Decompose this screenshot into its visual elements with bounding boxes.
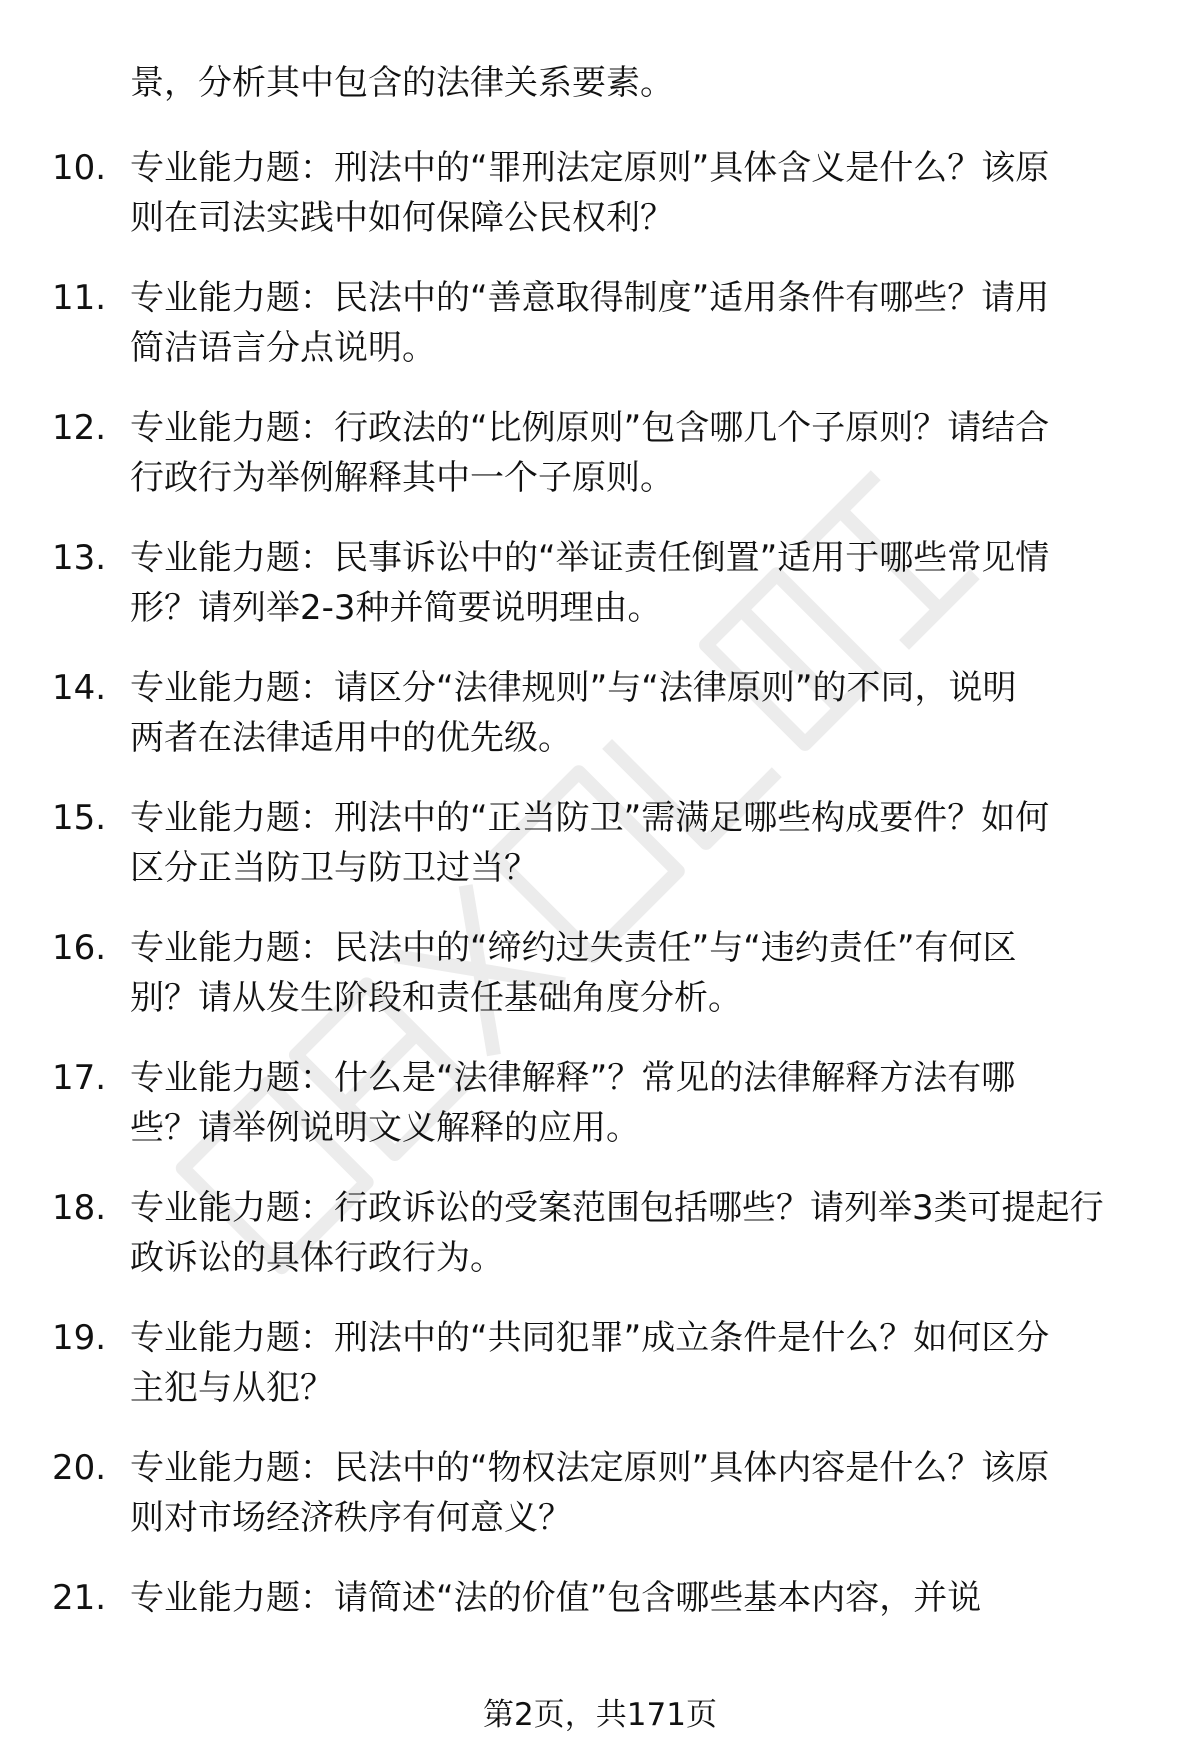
question-text: 专业能力题：请简述“法的价值”包含哪些基本内容，并说 — [130, 1578, 982, 1618]
question-text: 专业能力题：请区分“法律规则”与“法律原则”的不同，说明 两者在法律适用中的优先级。 — [130, 668, 1017, 758]
list-item — [0, 663, 1200, 793]
question-list — [0, 143, 1200, 1703]
list-item — [0, 1443, 1200, 1573]
question-number: 15. — [52, 798, 107, 838]
question-text: 专业能力题：民法中的“善意取得制度”适用条件有哪些？请用 简洁语言分点说明。 — [130, 278, 1050, 368]
list-item — [0, 1053, 1200, 1183]
question-number: 12. — [52, 408, 107, 448]
question-number: 11. — [52, 278, 107, 318]
question-text: 专业能力题：刑法中的“正当防卫”需满足哪些构成要件？如何 区分正当防卫与防卫过当？ — [130, 798, 1050, 888]
list-item — [0, 1183, 1200, 1313]
list-item — [0, 1573, 1200, 1703]
list-item — [0, 533, 1200, 663]
question-text: 专业能力题：民事诉讼中的“举证责任倒置”适用于哪些常见情 形？请列举2-3种并简要说明理由。 — [130, 538, 1050, 628]
question-text: 专业能力题：行政法的“比例原则”包含哪几个子原则？请结合 行政行为举例解释其中一个子原则。 — [130, 408, 1050, 498]
list-item — [0, 793, 1200, 923]
question-text: 专业能力题：刑法中的“共同犯罪”成立条件是什么？如何区分 主犯与从犯？ — [130, 1318, 1050, 1408]
continued-question-text: 景，分析其中包含的法律关系要素。 — [130, 63, 674, 103]
question-number: 18. — [52, 1188, 107, 1228]
question-number: 10. — [52, 148, 107, 188]
question-number: 17. — [52, 1058, 107, 1098]
question-text: 专业能力题：民法中的“缔约过失责任”与“违约责任”有何区 别？请从发生阶段和责任基础角度分析。 — [130, 928, 1017, 1018]
question-number: 19. — [52, 1318, 107, 1358]
list-item — [0, 403, 1200, 533]
list-item — [0, 923, 1200, 1053]
question-number: 21. — [52, 1578, 107, 1618]
page-footer: 第2页，共171页 — [483, 1697, 717, 1733]
question-number: 14. — [52, 668, 107, 708]
list-item — [0, 1313, 1200, 1443]
question-text: 专业能力题：民法中的“物权法定原则”具体内容是什么？该原 则对市场经济秩序有何意义？ — [130, 1448, 1050, 1538]
question-number: 20. — [52, 1448, 107, 1488]
question-number: 13. — [52, 538, 107, 578]
question-text: 专业能力题：什么是“法律解释”？常见的法律解释方法有哪 些？请举例说明文义解释的应用。 — [130, 1058, 1016, 1148]
list-item — [0, 143, 1200, 273]
question-text: 专业能力题：行政诉讼的受案范围包括哪些？请列举3类可提起行 政诉讼的具体行政行为。 — [130, 1188, 1104, 1278]
question-text: 专业能力题：刑法中的“罪刑法定原则”具体含义是什么？该原 则在司法实践中如何保障公民权利？ — [130, 148, 1050, 238]
question-number: 16. — [52, 928, 107, 968]
list-item — [0, 273, 1200, 403]
